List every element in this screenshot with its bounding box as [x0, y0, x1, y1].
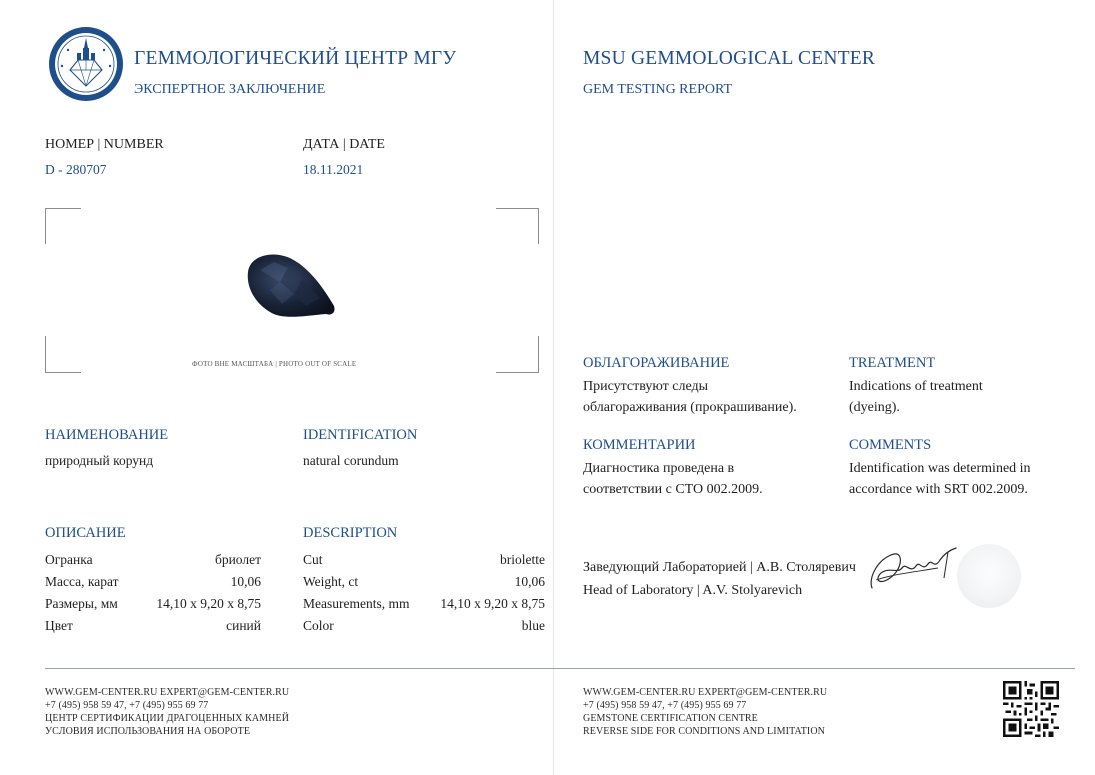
comments-text-ru-2: соответствии с СТО 002.2009.	[583, 482, 763, 497]
description-value: 14,10 x 9,20 x 8,75	[440, 596, 545, 611]
treatment-text-en-1: Indications of treatment	[849, 379, 983, 394]
description-key: Огранка	[45, 552, 93, 567]
treatment-text-ru-1: Присутствуют следы	[583, 379, 709, 394]
org-name-ru: ГЕММОЛОГИЧЕСКИЙ ЦЕНТР МГУ	[134, 48, 457, 69]
comments-label-en: COMMENTS	[849, 437, 932, 453]
embossed-seal	[957, 544, 1021, 608]
footer-right-line: GEMSTONE CERTIFICATION CENTRE	[583, 713, 758, 724]
photo-frame-corner-br	[496, 336, 539, 373]
description-key: Размеры, мм	[45, 596, 118, 611]
description-value: briolette	[500, 552, 545, 567]
gemstone-photo	[240, 250, 340, 322]
description-label-en: DESCRIPTION	[303, 525, 398, 541]
description-value: 10,06	[230, 574, 261, 589]
description-value: 14,10 x 9,20 x 8,75	[156, 596, 261, 611]
description-row	[45, 618, 261, 634]
photo-caption: ФОТО ВНЕ МАСШТАБА | PHOTO OUT OF SCALE	[192, 360, 357, 368]
footer-divider	[45, 668, 1075, 669]
footer-right-line: +7 (495) 958 59 47, +7 (495) 955 69 77	[583, 700, 747, 711]
description-key: Measurements, mm	[303, 596, 410, 611]
description-row	[45, 596, 261, 612]
description-value: 10,06	[514, 574, 545, 589]
comments-text-en-1: Identification was determined in	[849, 461, 1031, 476]
treatment-text-ru-2: облагораживания (прокрашивание).	[583, 400, 797, 415]
signatory-en: Head of Laboratory | A.V. Stolyarevich	[583, 583, 803, 598]
description-value: blue	[521, 618, 545, 633]
comments-text-ru-1: Диагностика проведена в	[583, 461, 735, 476]
description-key: Масса, карат	[45, 574, 119, 589]
photo-frame-corner-bl	[45, 336, 81, 373]
signatory-ru: Заведующий Лабораторией | А.В. Столяревич	[583, 560, 856, 575]
page-fold	[553, 0, 554, 775]
description-key: Cut	[303, 552, 323, 567]
comments-label-ru: КОММЕНТАРИИ	[583, 437, 696, 453]
description-row	[45, 552, 261, 568]
description-row	[303, 552, 545, 568]
identification-value-ru: природный корунд	[45, 453, 154, 468]
treatment-label-en: TREATMENT	[849, 355, 936, 371]
footer-left-line: УСЛОВИЯ ИСПОЛЬЗОВАНИЯ НА ОБОРОТЕ	[45, 726, 251, 737]
description-row	[303, 618, 545, 634]
identification-value-en: natural corundum	[303, 453, 399, 468]
comments-text-en-2: accordance with SRT 002.2009.	[849, 482, 1028, 497]
footer-right-line: REVERSE SIDE FOR CONDITIONS AND LIMITATION	[583, 726, 826, 737]
qr-code[interactable]	[1003, 681, 1059, 737]
footer-left-line: ЦЕНТР СЕРТИФИКАЦИИ ДРАГОЦЕННЫХ КАМНЕЙ	[45, 713, 290, 724]
description-row	[303, 574, 545, 590]
description-key: Цвет	[45, 618, 73, 633]
org-name-en: MSU GEMMOLOGICAL CENTER	[583, 48, 876, 69]
description-key: Color	[303, 618, 334, 633]
treatment-label-ru: ОБЛАГОРАЖИВАНИЕ	[583, 355, 730, 371]
msu-logo-icon	[48, 26, 124, 102]
date-value: 18.11.2021	[303, 162, 364, 177]
footer-left-line: +7 (495) 958 59 47, +7 (495) 955 69 77	[45, 700, 209, 711]
description-value: бриолет	[214, 552, 261, 567]
identification-label-en: IDENTIFICATION	[303, 427, 418, 443]
description-label-ru: ОПИСАНИЕ	[45, 525, 126, 541]
photo-frame-corner-tl	[45, 208, 81, 244]
number-label: НОМЕР | NUMBER	[45, 137, 164, 152]
description-value: синий	[226, 618, 261, 633]
doc-type-ru: ЭКСПЕРТНОЕ ЗАКЛЮЧЕНИЕ	[134, 82, 326, 97]
doc-type-en: GEM TESTING REPORT	[583, 82, 733, 97]
description-row	[45, 574, 261, 590]
footer-left-line: WWW.GEM-CENTER.RU EXPERT@GEM-CENTER.RU	[45, 687, 290, 698]
photo-frame-corner-tr	[496, 208, 539, 244]
number-value: D - 280707	[45, 162, 107, 177]
date-label: ДАТА | DATE	[303, 137, 385, 152]
description-row	[303, 596, 545, 612]
identification-label-ru: НАИМЕНОВАНИЕ	[45, 427, 169, 443]
description-key: Weight, ct	[303, 574, 359, 589]
treatment-text-en-2: (dyeing).	[849, 400, 900, 415]
footer-right-line: WWW.GEM-CENTER.RU EXPERT@GEM-CENTER.RU	[583, 687, 828, 698]
signature	[864, 544, 964, 596]
